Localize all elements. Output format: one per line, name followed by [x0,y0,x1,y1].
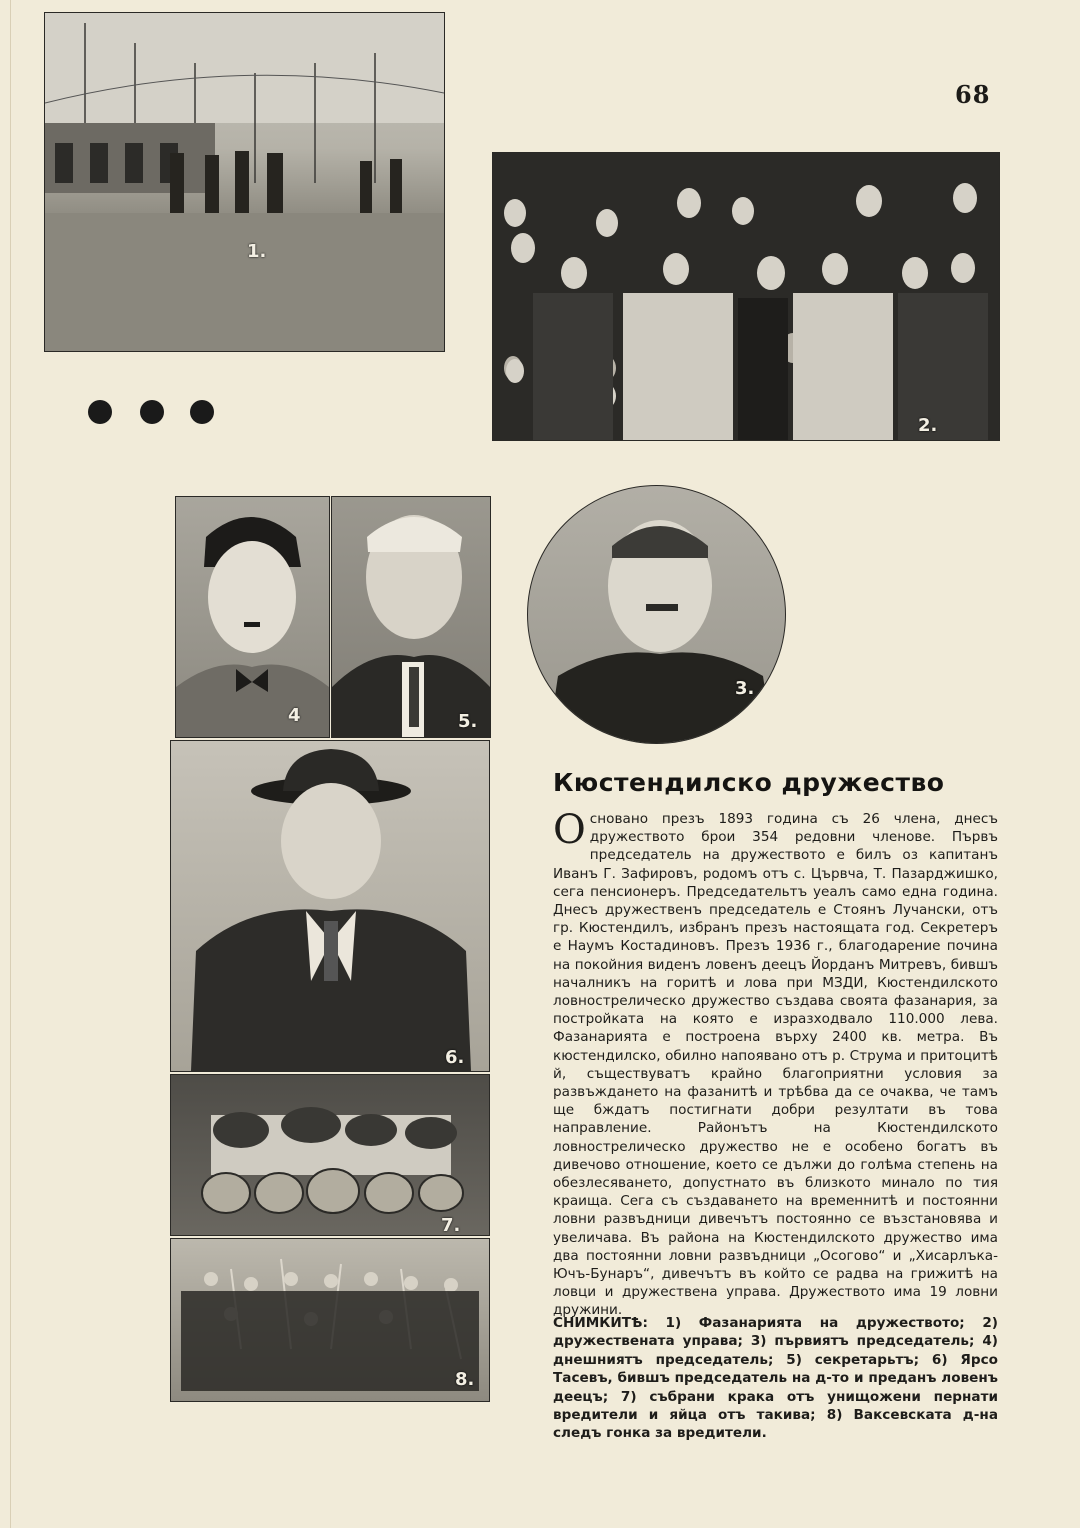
article-body [553,807,998,1320]
photo-current-chairman [175,496,330,738]
dot [88,400,112,424]
photo-secretary [331,496,491,738]
photo-number: 7. [441,1215,461,1236]
photo-number: 5. [458,711,478,732]
photo-former-chairman [170,740,490,1072]
page-edge [10,0,11,1528]
photo-number: 2. [918,415,938,436]
photo-number: 3. [735,678,755,699]
photo-number: 8. [455,1369,475,1390]
dot [190,400,214,424]
dot [140,400,164,424]
photo-number: 4 [288,705,301,726]
page-number: 68 [955,80,991,109]
photo-captions: СНИМКИТѢ: 1) Фазанарията на дружеството; 2) дружествената управа; 3) първиятъ председатель; 4) днешниятъ председатель; 5) секретарьтъ; 6) Ярсо Тасевъ, бившъ председатель на д-то и преданъ ловенъ деецъ; 7) събрани крака отъ унищожени пернати вредители и яйца отъ такива; 8) Ваксевската д-на следъ гонка за вредители. [553,1315,998,1442]
photo-hunting-group [170,1238,490,1402]
article-body-text: сновано презъ 1893 година съ 26 члена, днесъ дружеството брои 354 редовни членове. Първъ председатель на дружеството е билъ оз капитанъ Иванъ Г. Зафировъ, родомъ отъ с. Цървча, Т. Пазарджишко, сега пенсионеръ. Председательтъ уеалъ само една година. Днесъ дружественъ председатель е Стоянъ Лучански, отъ гр. Кюстендилъ, избранъ презъ настоящата год. Секретеръ е Наумъ Костадиновъ. Презъ 1936 г., благодарение почина на покойния виденъ ловенъ деецъ Йорданъ Митревъ, бившъ началникъ на горитѣ и лова при МЗДИ, Кюстендилското ловнострелическо дружество създава своята фазанария, за постройката на която е изразходвало 110.000 лева. Фазанарията е построена върху 2400 кв. метра. Въ кюстендилско, обилно напоявано отъ р. Струма и притоцитѣ й, съществуватъ крайно благоприятни условия за развъждането на фазанитѣ и трѣбва да се очаква, че тамъ ще бждатъ постигнати добри резултати въ това направление. Районътъ на Кюстендилското ловнострелическо дружество не е особено богатъ въ дивечово отношение, което се дължи до голѣма степень на обезлесяването, допустнато въ близкото минало по тия краища. Сега съ създаването на временнитѣ и постоянни ловни развъдници дивечътъ постоянно се възстановява и увеличава. Въ района на Кюстендилското дружество има два постоянни ловни развъдници „Осогово“ и „Хисарлъка-Ючъ-Бунаръ“, дивечътъ въ който се радва на грижитѣ на ловци и дружествена управа. Дружеството има 19 ловни дружини. [553,811,998,1319]
photo-first-chairman [527,485,786,744]
photo-number: 6. [445,1047,465,1068]
photo-number: 1. [247,241,267,262]
photo-collected-pests [170,1074,490,1236]
drop-cap: О [553,807,586,853]
article-title: Кюстендилско дружество [553,768,945,797]
photo-pheasantry [44,12,445,352]
photo-society-board [492,152,1000,441]
